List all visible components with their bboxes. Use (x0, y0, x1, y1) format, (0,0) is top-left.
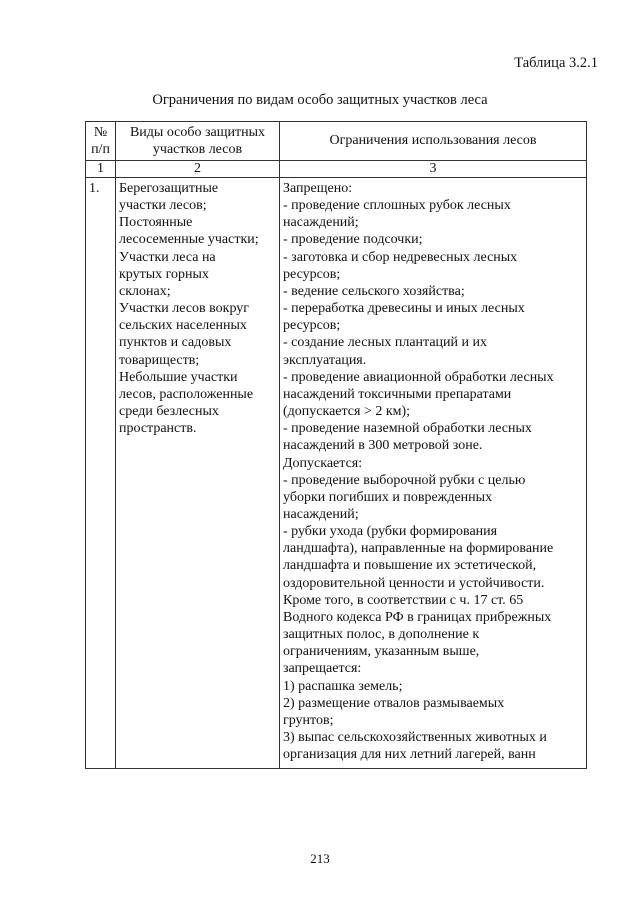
row-number-cell: 1. (86, 178, 116, 769)
area-type-line: участки лесов; (119, 198, 207, 214)
restriction-line: защитных полос, в дополнение к (283, 627, 480, 643)
area-type-line: Берегозащитные (119, 181, 219, 196)
header-area-types-line: участков лесов (152, 142, 243, 157)
area-type-line: Постоянные (119, 215, 193, 231)
restriction-line: Допускается: (283, 455, 363, 471)
restriction-line: Водного кодекса РФ в границах прибрежных (283, 609, 552, 625)
area-type-line: сельских населенных (119, 318, 247, 334)
header-restrictions: Ограничения использования лесов (280, 122, 587, 161)
header-area-types (116, 122, 280, 161)
column-number: 2 (116, 161, 280, 178)
restriction-line: грунтов; (283, 712, 334, 728)
restriction-line: эксплуатация. (283, 352, 367, 368)
area-type-line: пространств. (119, 421, 197, 437)
restriction-line: 3) выпас сельскохозяйственных животных и (283, 730, 547, 745)
restriction-line: - проведение наземной обработки лесных (283, 421, 532, 437)
restriction-line: насаждений; (283, 215, 359, 231)
restriction-line: ландшафта и повышение их эстетической, (283, 558, 537, 574)
table-row (86, 178, 587, 769)
header-number (86, 122, 116, 161)
area-type-line: крутых горных (119, 266, 209, 282)
restriction-line: насаждений; (283, 506, 359, 522)
table-header-row (86, 122, 587, 161)
column-number: 1 (86, 161, 116, 178)
page-number: 213 (310, 851, 330, 866)
header-area-types-line: Виды особо защитных (129, 124, 266, 140)
column-number: 3 (280, 161, 587, 178)
restriction-line: ресурсов; (283, 318, 341, 334)
restriction-line: насаждений в 300 метровой зоне. (283, 438, 483, 454)
area-type-line: товариществ; (119, 352, 200, 368)
restriction-line: (допускается > 2 км); (283, 404, 411, 420)
header-number-line: п/п (91, 142, 110, 157)
table-number-label: Таблица 3.2.1 (514, 55, 598, 71)
restrictions-table (85, 121, 587, 769)
header-number-line: № (93, 124, 108, 140)
area-type-line: Небольшие участки (119, 369, 238, 385)
area-type-line: пунктов и садовых (119, 335, 232, 351)
restriction-line: - проведение сплошных рубок лесных (283, 198, 511, 214)
restriction-line: ограничениям, указанным выше, (283, 644, 480, 660)
restriction-line: уборки погибших и поврежденных (283, 489, 493, 505)
area-type-line: среди безлесных (119, 404, 219, 420)
area-type-line: лесов, расположенные (119, 386, 254, 402)
restrictions-cell (280, 178, 587, 769)
area-type-line: Участки леса на (119, 249, 216, 265)
restriction-line: ресурсов; (283, 266, 341, 282)
restriction-line: запрещается: (283, 661, 362, 677)
restriction-line: Кроме того, в соответствии с ч. 17 ст. 65 (283, 592, 524, 608)
restriction-line: 1) распашка земель; (283, 678, 403, 694)
restriction-line: - проведение подсочки; (283, 232, 423, 248)
restriction-line: 2) размещение отвалов размываемых (283, 695, 505, 711)
area-types-cell (116, 178, 280, 769)
restriction-line: организация для них летний лагерей, ванн (283, 747, 536, 763)
restriction-line: оздоровительной ценности и устойчивости. (283, 575, 545, 591)
restriction-line: ландшафта), направленные на формирование (283, 541, 554, 557)
table-title: Ограничения по видам особо защитных участков леса (152, 92, 488, 108)
area-type-line: Участки лесов вокруг (119, 301, 250, 317)
restriction-line: - проведение выборочной рубки с целью (283, 472, 526, 488)
area-type-line: лесосеменные участки; (119, 232, 259, 248)
restriction-line: насаждений токсичными препаратами (283, 386, 512, 402)
restriction-line: - ведение сельского хозяйства; (283, 283, 465, 299)
restriction-line: - переработка древесины и иных лесных (283, 301, 525, 317)
area-type-line: склонах; (119, 283, 171, 299)
restriction-line: - проведение авиационной обработки лесных (283, 369, 554, 385)
restriction-line: - заготовка и сбор недревесных лесных (283, 249, 518, 265)
restriction-line: - рубки ухода (рубки формирования (283, 524, 498, 540)
restriction-line: Запрещено: (283, 181, 353, 196)
restriction-line: - создание лесных плантаций и их (283, 335, 487, 351)
column-number-row (86, 161, 587, 178)
